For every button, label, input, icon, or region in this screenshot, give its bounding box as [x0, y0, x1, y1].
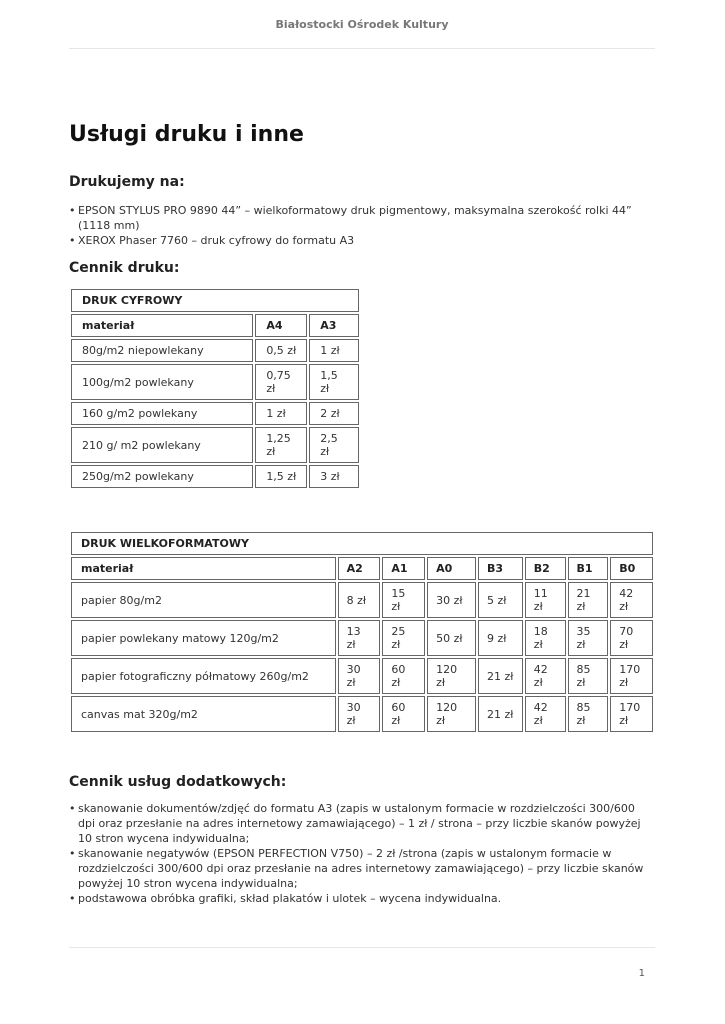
extra-services-heading: Cennik usług dodatkowych: — [69, 774, 287, 790]
list-item: • skanowanie dokumentów/zdjęć do formatu A3 (zapis w ustalonym formacie w rozdzielczości 300/600 dpi oraz przesłanie na adres internetowy zamawiającego) – 1 zł / strona – przy liczbie skanów powyżej 10 stron wycena indywidualna; — [78, 801, 655, 846]
table-cell: 9 zł — [478, 620, 523, 656]
table-row — [71, 427, 359, 463]
table-row — [71, 364, 359, 400]
table-cell: 1 zł — [255, 402, 307, 425]
table-cell: 5 zł — [478, 582, 523, 618]
table-row — [71, 620, 653, 656]
list-item: • EPSON STYLUS PRO 9890 44” – wielkoformatowy druk pigmentowy, maksymalna szerokość rolki 44” (1118 mm) — [78, 203, 655, 233]
table-cell: 15 zł — [382, 582, 425, 618]
column-header: B2 — [525, 557, 566, 580]
list-item: • podstawowa obróbka grafiki, skład plakatów i ulotek – wycena indywidualna. — [78, 891, 655, 906]
page-title: Usługi druku i inne — [69, 122, 304, 147]
column-header: B1 — [568, 557, 609, 580]
list-item: • XEROX Phaser 7760 – druk cyfrowy do formatu A3 — [78, 233, 655, 248]
table-cell: 80g/m2 niepowlekany — [71, 339, 253, 362]
table-title: DRUK WIELKOFORMATOWY — [71, 532, 653, 555]
table-cell: papier powlekany matowy 120g/m2 — [71, 620, 336, 656]
table-cell: 21 zł — [568, 582, 609, 618]
table-row — [71, 339, 359, 362]
table-cell: 60 zł — [382, 658, 425, 694]
page-footer — [69, 947, 655, 988]
table-cell: 25 zł — [382, 620, 425, 656]
organization-name: Białostocki Ośrodek Kultury — [275, 18, 449, 31]
table-cell: 18 zł — [525, 620, 566, 656]
large-format-table — [69, 530, 655, 734]
table-cell: 160 g/m2 powlekany — [71, 402, 253, 425]
table-cell: 170 zł — [610, 658, 653, 694]
table-cell: 42 zł — [525, 658, 566, 694]
table-cell: papier fotograficzny półmatowy 260g/m2 — [71, 658, 336, 694]
table-cell: 3 zł — [309, 465, 359, 488]
table-cell: 210 g/ m2 powlekany — [71, 427, 253, 463]
table-cell: 30 zł — [338, 696, 381, 732]
table-row — [71, 658, 653, 694]
column-header: materiał — [71, 314, 253, 337]
digital-print-table — [69, 287, 361, 490]
table-cell: 42 zł — [610, 582, 653, 618]
table-row — [71, 402, 359, 425]
table-cell: 8 zł — [338, 582, 381, 618]
table-cell: 250g/m2 powlekany — [71, 465, 253, 488]
table-cell: 120 zł — [427, 696, 476, 732]
column-header: materiał — [71, 557, 336, 580]
printers-list — [69, 203, 655, 248]
table-cell: 0,75 zł — [255, 364, 307, 400]
table-cell: 21 zł — [478, 658, 523, 694]
table-cell: 2,5 zł — [309, 427, 359, 463]
column-header: B0 — [610, 557, 653, 580]
column-header: A3 — [309, 314, 359, 337]
table-cell: 35 zł — [568, 620, 609, 656]
column-header: A0 — [427, 557, 476, 580]
table-cell: 2 zł — [309, 402, 359, 425]
table-title: DRUK CYFROWY — [71, 289, 359, 312]
table-row — [71, 582, 653, 618]
column-header: A4 — [255, 314, 307, 337]
list-item: • skanowanie negatywów (EPSON PERFECTION V750) – 2 zł /strona (zapis w ustalonym formacie w rozdzielczości 300/600 dpi oraz przesłanie na adres internetowy zamawiającego) – przy liczbie skanów powyżej 10 stron wycena indywidualna; — [78, 846, 655, 891]
table-cell: 1 zł — [309, 339, 359, 362]
printers-heading: Drukujemy na: — [69, 174, 185, 190]
table-cell: 120 zł — [427, 658, 476, 694]
extra-services-list — [69, 801, 655, 906]
column-header: A2 — [338, 557, 381, 580]
page-header — [69, 0, 655, 49]
table-cell: 21 zł — [478, 696, 523, 732]
table-cell: 30 zł — [427, 582, 476, 618]
table-cell: 100g/m2 powlekany — [71, 364, 253, 400]
table-row — [71, 696, 653, 732]
table-cell: 60 zł — [382, 696, 425, 732]
table-cell: 13 zł — [338, 620, 381, 656]
table-cell: 0,5 zł — [255, 339, 307, 362]
table-cell: 70 zł — [610, 620, 653, 656]
table-cell: 85 zł — [568, 658, 609, 694]
table-cell: 42 zł — [525, 696, 566, 732]
table-row — [71, 465, 359, 488]
page-number: 1 — [638, 968, 645, 979]
table-cell: 170 zł — [610, 696, 653, 732]
document-body — [69, 120, 655, 906]
table-cell: canvas mat 320g/m2 — [71, 696, 336, 732]
table-cell: 30 zł — [338, 658, 381, 694]
column-header: B3 — [478, 557, 523, 580]
table-cell: 1,25 zł — [255, 427, 307, 463]
table-cell: 1,5 zł — [255, 465, 307, 488]
table-cell: 11 zł — [525, 582, 566, 618]
table-cell: 85 zł — [568, 696, 609, 732]
price-list-heading: Cennik druku: — [69, 260, 180, 276]
table-cell: papier 80g/m2 — [71, 582, 336, 618]
table-cell: 1,5 zł — [309, 364, 359, 400]
column-header: A1 — [382, 557, 425, 580]
table-cell: 50 zł — [427, 620, 476, 656]
